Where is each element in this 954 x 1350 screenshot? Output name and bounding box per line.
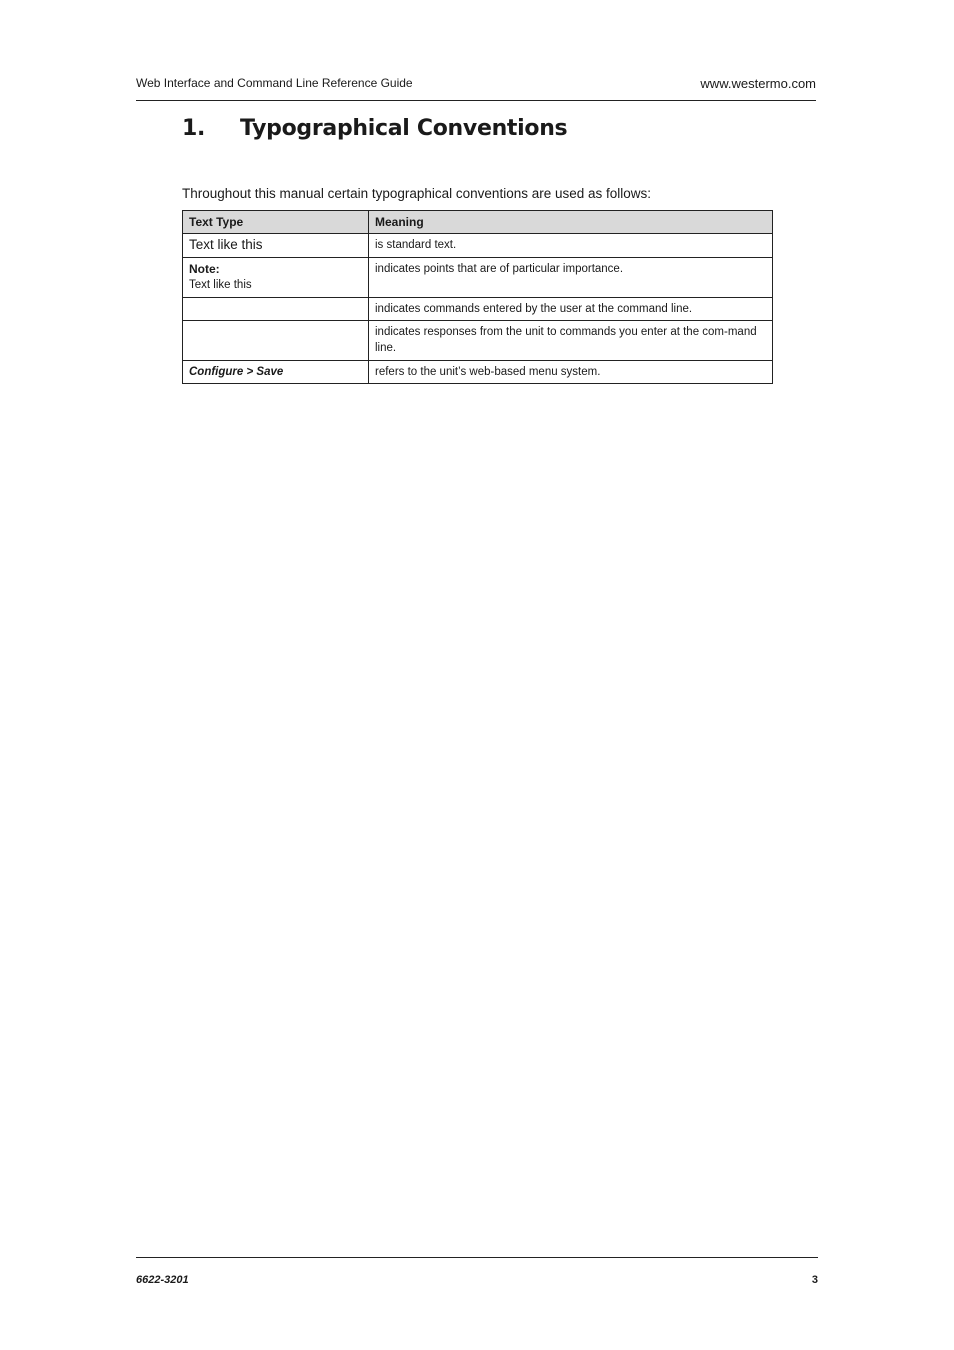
text-type-cell: Text like this bbox=[183, 234, 369, 258]
document-title: Web Interface and Command Line Reference Guide bbox=[136, 76, 413, 90]
page-header bbox=[136, 76, 816, 101]
text-type-cell bbox=[183, 298, 369, 321]
table-row bbox=[183, 234, 773, 258]
page-footer bbox=[136, 1257, 818, 1286]
text-type-cell bbox=[183, 258, 369, 298]
table-row bbox=[183, 321, 773, 361]
section-heading bbox=[182, 116, 567, 141]
meaning-cell: is standard text. bbox=[369, 234, 773, 258]
section-title: Typographical Conventions bbox=[240, 116, 568, 141]
note-example-text: Text like this bbox=[189, 279, 252, 291]
meaning-cell: indicates points that are of particular importance. bbox=[369, 258, 773, 298]
column-header-text-type: Text Type bbox=[183, 211, 369, 234]
meaning-cell: refers to the unit’s web-based menu system. bbox=[369, 361, 773, 384]
table-header-row bbox=[183, 211, 773, 234]
text-type-cell bbox=[183, 321, 369, 361]
document-number: 6622-3201 bbox=[136, 1274, 189, 1286]
table-row bbox=[183, 361, 773, 384]
intro-paragraph: Throughout this manual certain typographical conventions are used as follows: bbox=[182, 186, 652, 201]
conventions-table bbox=[182, 210, 773, 384]
table-row bbox=[183, 298, 773, 321]
page-number: 3 bbox=[811, 1274, 818, 1286]
meaning-cell: indicates commands entered by the user at the command line. bbox=[369, 298, 773, 321]
meaning-cell: indicates responses from the unit to commands you enter at the com-mand line. bbox=[369, 321, 773, 361]
column-header-meaning: Meaning bbox=[369, 211, 773, 234]
website-link[interactable]: www.westermo.com bbox=[700, 76, 816, 91]
text-type-cell: Configure > Save bbox=[183, 361, 369, 384]
table-row bbox=[183, 258, 773, 298]
section-number: 1. bbox=[182, 116, 206, 141]
note-label: Note: bbox=[189, 262, 220, 276]
